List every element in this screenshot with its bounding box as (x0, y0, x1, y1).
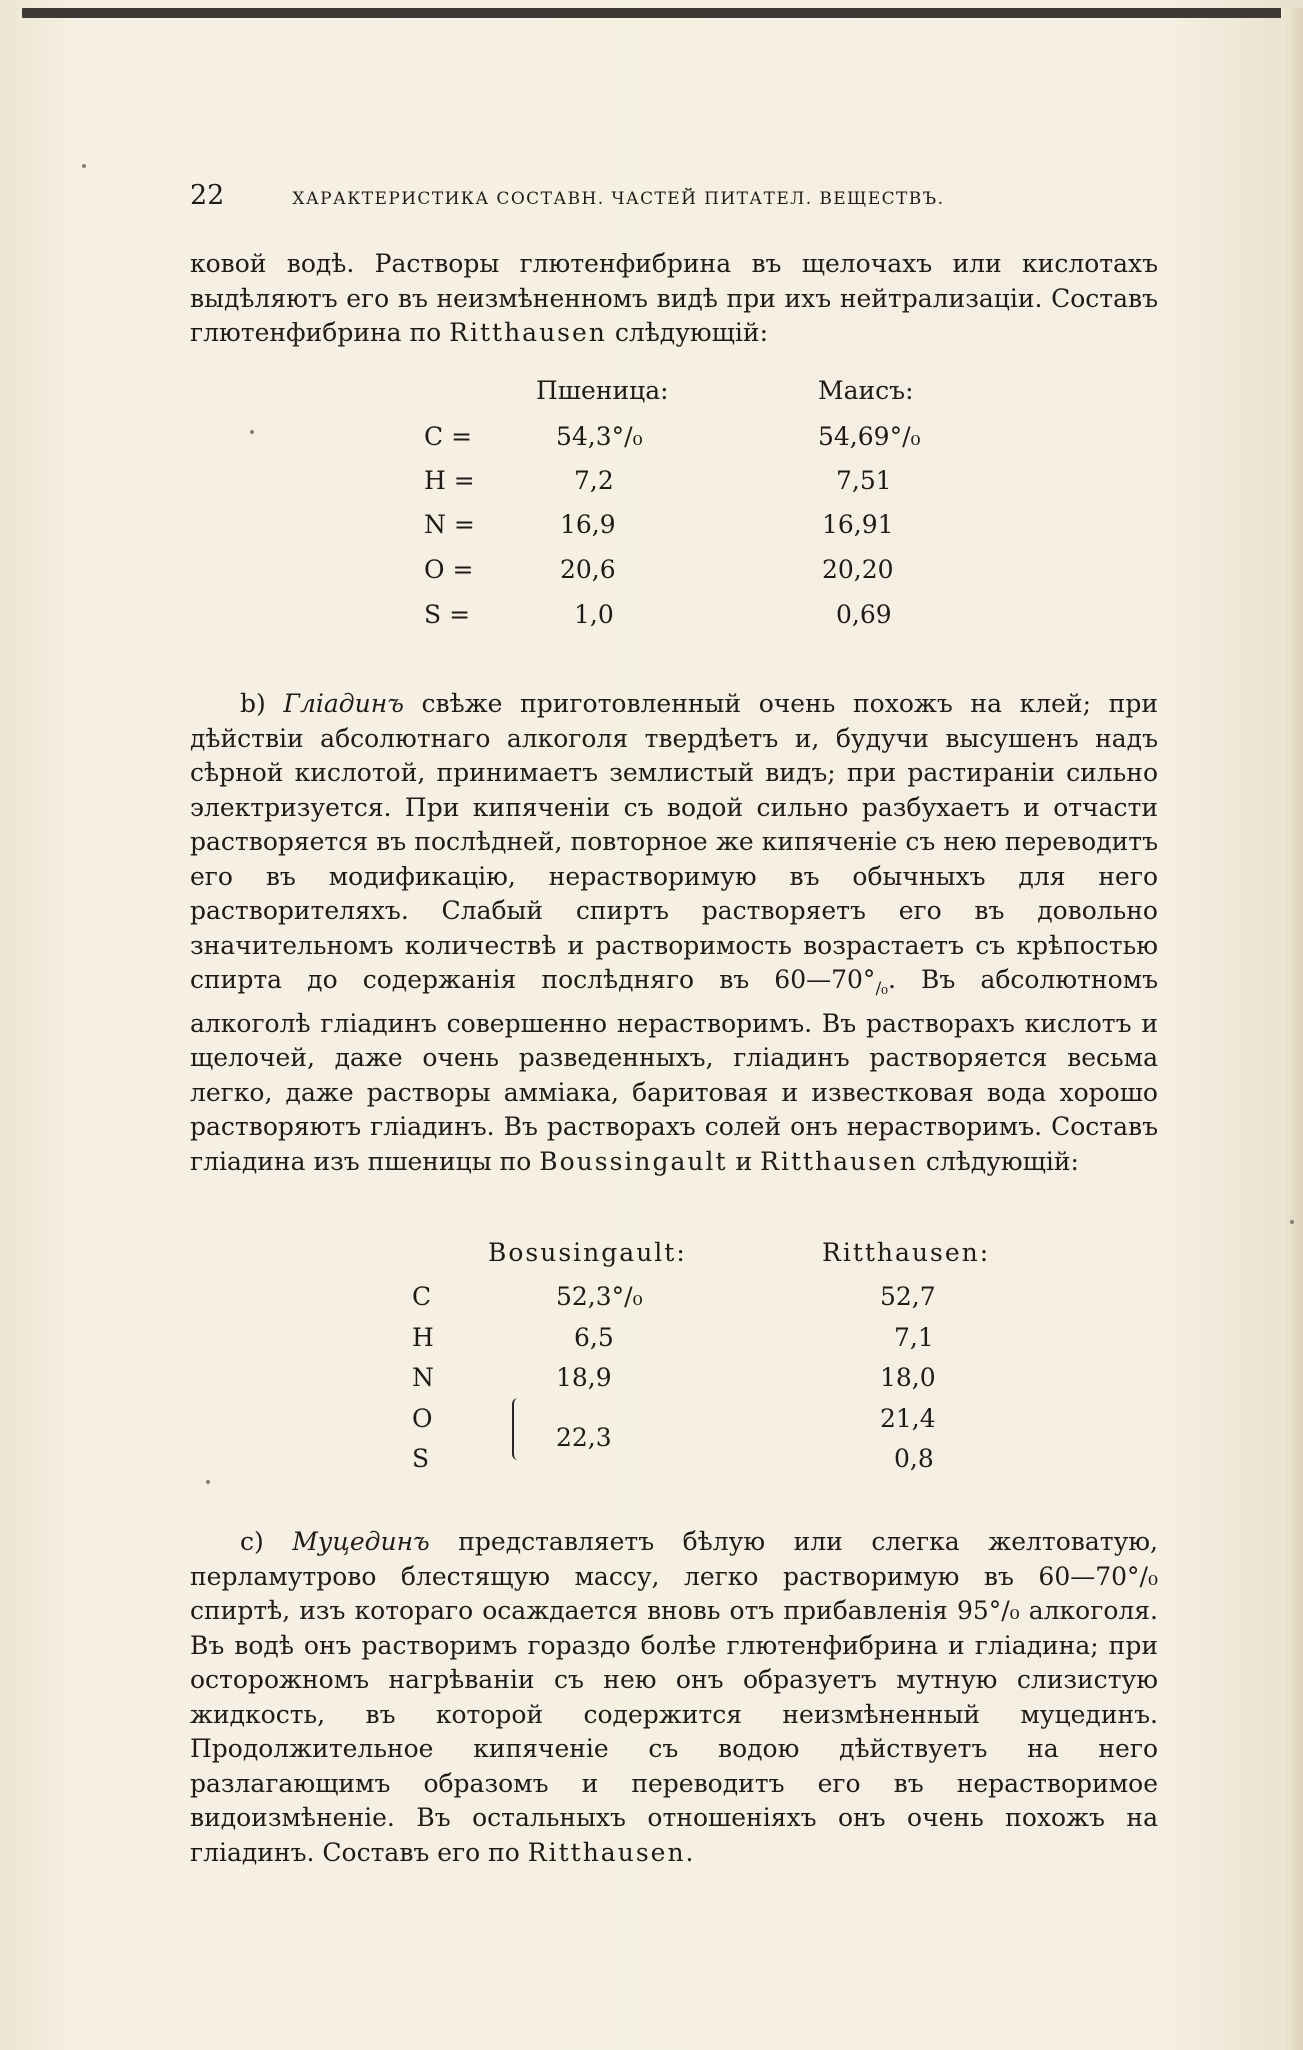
author-ritthausen: Ritthausen (449, 318, 607, 347)
paragraph-gliadin (190, 687, 1158, 1179)
table1-wheat-value: 54,3°/₀ (556, 422, 643, 451)
table2-ritthausen-value: 0,8 (894, 1444, 934, 1473)
table2-boussingault-value: 52,3°/₀ (556, 1282, 643, 1311)
table2-element: O (412, 1404, 433, 1433)
table1-element: O = (424, 555, 474, 584)
print-speck (250, 430, 254, 434)
paragraph-gluten-fibrin (190, 247, 1158, 351)
author-boussingault: Boussingault (539, 1146, 728, 1176)
table2-element: S (412, 1444, 430, 1473)
para2-text-d: слѣдующій: (917, 1146, 1079, 1176)
bracket (512, 1398, 524, 1460)
print-speck (1290, 1220, 1294, 1224)
table1-maize-value: 54,69°/₀ (818, 422, 921, 451)
table1-wheat-value: 16,9 (560, 510, 616, 539)
table2-ritthausen-value: 52,7 (880, 1282, 936, 1311)
table2-header-ritthausen: Ritthausen: (822, 1238, 991, 1267)
term-mucedin: Муцединъ (292, 1527, 430, 1556)
table1-wheat-value: 1,0 (574, 600, 614, 629)
para2-lead: b) (240, 689, 284, 718)
table1-element: C = (424, 422, 473, 451)
table1-maize-value: 0,69 (836, 600, 892, 629)
table2-element: H (412, 1323, 434, 1352)
term-gliadin: Гліадинъ (283, 689, 404, 718)
table2-ritthausen-value: 7,1 (894, 1323, 934, 1352)
print-speck (206, 1480, 210, 1484)
table1-wheat-value: 7,2 (574, 466, 614, 495)
para1-text-b: слѣдующій: (606, 318, 769, 347)
table2-header-boussingault: Bosusingault: (488, 1238, 687, 1267)
percent-sign-sub: /₀ (875, 979, 888, 999)
table1-maize-value: 16,91 (822, 510, 894, 539)
table1-header-maize: Маисъ: (818, 376, 914, 405)
table2-ritthausen-value: 21,4 (880, 1404, 936, 1433)
para2-text-c: и (727, 1146, 761, 1176)
para3-text-a: представляетъ бѣлую или слегка желтоватую, перламутрово блестящую массу, легко растворимую въ 60—70°/₀ спиртѣ, изъ котораго осаждается вновь отъ прибавленія 95°/₀ алкоголя. Въ водѣ онъ растворимъ гораздо болѣе глютенфибрина и гліадина; при осторожномъ нагрѣваніи съ нею онъ образуетъ мутную слизистую жидкость, въ которой содержится неизмѣненный муцединъ. Продолжительное кипяченіе съ водою дѣйствуетъ на него разлагающимъ образомъ и переводитъ его въ нерастворимое видоизмѣненіе. Въ остальныхъ отношеніяхъ онъ очень похожъ на гліадинъ. Составъ его по (190, 1527, 1159, 1867)
table1-maize-value: 7,51 (836, 466, 892, 495)
table1-element: N = (424, 510, 475, 539)
para1-text-a: ковой водѣ. Растворы глютенфибрина въ щелочахъ или кислотахъ выдѣляютъ его въ неизмѣненномъ видѣ при ихъ нейтрализаціи. Составъ глютенфибрина по (190, 249, 1158, 347)
para3-lead: c) (240, 1527, 293, 1556)
table1-maize-value: 20,20 (822, 555, 894, 584)
page-top-edge (22, 8, 1284, 18)
table1-wheat-value: 20,6 (560, 555, 616, 584)
table1-element: H = (424, 466, 475, 495)
table2-boussingault-value: 18,9 (556, 1363, 612, 1392)
table1-header-wheat: Пшеница: (536, 376, 669, 405)
page-header (190, 180, 1090, 216)
table2-ritthausen-value: 18,0 (880, 1363, 936, 1392)
print-speck (82, 164, 86, 168)
para3-text-b: . (685, 1837, 694, 1867)
table2-element: C (412, 1282, 432, 1311)
page-right-edge (1281, 8, 1303, 2050)
table2-boussingault-value: 6,5 (574, 1323, 614, 1352)
author-ritthausen: Ritthausen (527, 1837, 686, 1867)
page-number: 22 (190, 180, 225, 211)
table1-element: S = (424, 600, 471, 629)
para2-text-a: свѣже приготовленный очень похожъ на клей; при дѣйствіи абсолютнаго алкоголя твердѣетъ и, будучи высушенъ надъ сѣрной кислотой, принимаетъ землистый видъ; при растираніи сильно электризуется. При кипяченіи съ водой сильно разбухаетъ и отчасти растворяется въ послѣдней, повторное же кипяченіе съ нею переводитъ его въ модификацію, нерастворимую въ обычныхъ для него растворителяхъ. Слабый спиртъ растворяетъ его въ довольно значительномъ количествѣ и растворимость возрастаетъ съ крѣпостью спирта до содержанія послѣдняго въ 60—70° (190, 689, 1158, 994)
running-title: ХАРАКТЕРИСТИКА СОСТАВН. ЧАСТЕЙ ПИТАТЕЛ. ВЕЩЕСТВЪ. (292, 189, 945, 209)
table2-boussingault-value: 22,3 (556, 1423, 612, 1452)
paragraph-mucedin (190, 1525, 1158, 1870)
author-ritthausen: Ritthausen (760, 1146, 918, 1176)
table2-element: N (412, 1363, 434, 1392)
para2-text-b: . Въ абсолютномъ алкоголѣ гліадинъ совершенно нерастворимъ. Въ растворахъ кислотъ и щелочей, даже очень разведенныхъ, гліадинъ растворяется весьма легко, даже растворы амміака, баритовая и известковая вода хорошо растворяютъ гліадинъ. Въ растворахъ солей онъ нерастворимъ. Составъ гліадина изъ пшеницы по (190, 965, 1158, 1176)
